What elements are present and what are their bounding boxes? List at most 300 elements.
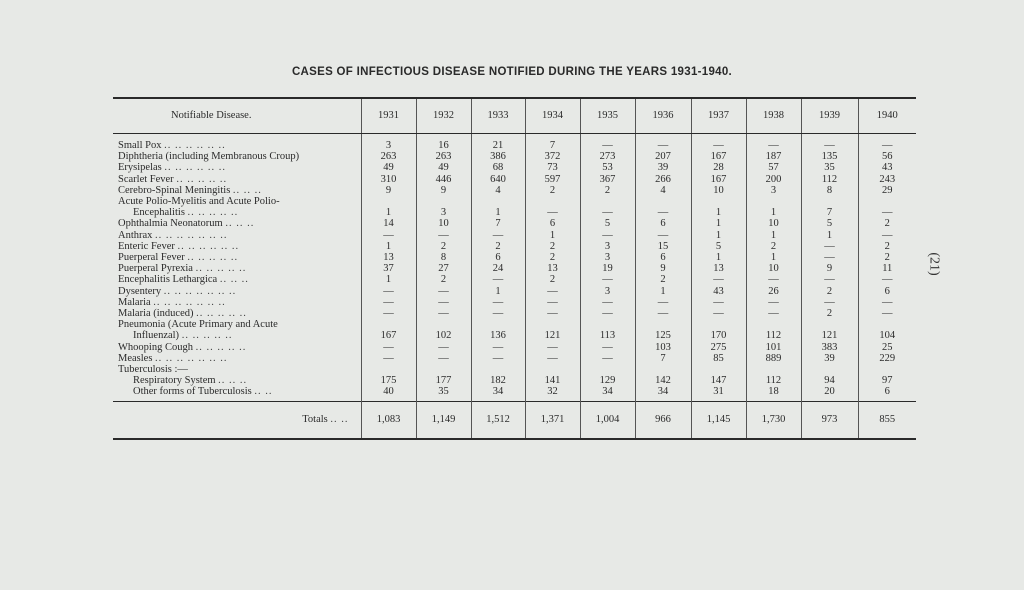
case-count-cell: — <box>691 308 746 319</box>
year-header: 1940 <box>858 98 916 134</box>
disease-label: Encephalitis Lethargica <box>118 274 218 286</box>
disease-label: Ophthalmia Neonatorum <box>118 218 223 230</box>
disease-name <box>113 151 361 162</box>
case-count-cell: 2 <box>416 274 471 285</box>
totals-cell: 973 <box>801 401 858 439</box>
case-count-cell: 10 <box>416 218 471 229</box>
case-count-cell: — <box>858 230 916 241</box>
case-count-cell: — <box>858 140 916 151</box>
case-count-cell: 94 <box>801 375 858 386</box>
case-count-cell: 266 <box>635 174 691 185</box>
year-header: 1939 <box>801 98 858 134</box>
case-count-cell: 49 <box>416 162 471 173</box>
case-count-cell: 6 <box>858 386 916 401</box>
case-count-cell <box>635 319 691 330</box>
table-row <box>113 364 916 375</box>
case-count-cell: — <box>361 342 416 353</box>
case-count-cell: 14 <box>361 218 416 229</box>
case-count-cell: 13 <box>361 252 416 263</box>
leader-dots: .. .. .. .. .. .. <box>164 162 226 174</box>
leader-dots: .. .. .. .. .. <box>195 341 247 353</box>
leader-dots: .. .. .. .. .. <box>176 173 228 185</box>
disease-label: Encephalitis <box>133 207 185 219</box>
case-count-cell: 21 <box>471 140 525 151</box>
case-count-cell: — <box>361 230 416 241</box>
year-header: 1932 <box>416 98 471 134</box>
case-count-cell <box>416 364 471 375</box>
case-count-cell: 39 <box>801 353 858 364</box>
case-count-cell <box>471 364 525 375</box>
case-count-cell <box>361 319 416 330</box>
case-count-cell: 1 <box>746 252 801 263</box>
case-count-cell: 229 <box>858 353 916 364</box>
case-count-cell: 31 <box>691 386 746 401</box>
table-body <box>113 134 916 402</box>
case-count-cell <box>416 319 471 330</box>
case-count-cell: 2 <box>858 241 916 252</box>
case-count-cell: 13 <box>525 263 580 274</box>
case-count-cell: 263 <box>361 151 416 162</box>
case-count-cell: — <box>471 274 525 285</box>
case-count-cell: 85 <box>691 353 746 364</box>
case-count-cell <box>471 196 525 207</box>
case-count-cell: 263 <box>416 151 471 162</box>
case-count-cell: — <box>691 297 746 308</box>
disease-name <box>113 174 361 185</box>
case-count-cell: 97 <box>858 375 916 386</box>
case-count-cell <box>580 364 635 375</box>
case-count-cell: 200 <box>746 174 801 185</box>
disease-label: Anthrax <box>118 229 153 241</box>
case-count-cell: — <box>471 308 525 319</box>
case-count-cell: 13 <box>691 263 746 274</box>
disease-name <box>113 330 361 341</box>
table-row <box>113 319 916 330</box>
case-count-cell: — <box>580 274 635 285</box>
leader-dots: .. .. .. <box>219 274 249 286</box>
table-row <box>113 162 916 173</box>
disease-label: Cerebro-Spinal Meningitis <box>118 184 231 196</box>
case-count-cell: 103 <box>635 342 691 353</box>
case-count-cell: — <box>525 308 580 319</box>
totals-cell: 1,083 <box>361 401 416 439</box>
case-count-cell: 26 <box>746 286 801 297</box>
case-count-cell: 6 <box>635 252 691 263</box>
case-count-cell <box>635 196 691 207</box>
case-count-cell: 141 <box>525 375 580 386</box>
case-count-cell: — <box>746 308 801 319</box>
case-count-cell: 3 <box>361 140 416 151</box>
case-count-cell: 19 <box>580 263 635 274</box>
disease-name <box>113 241 361 252</box>
case-count-cell: 147 <box>691 375 746 386</box>
case-count-cell: — <box>635 140 691 151</box>
case-count-cell: 5 <box>691 241 746 252</box>
table-header-row <box>113 98 916 134</box>
leader-dots: .. .. <box>330 414 349 426</box>
case-count-cell: — <box>416 353 471 364</box>
case-count-cell: — <box>361 297 416 308</box>
case-count-cell: 170 <box>691 330 746 341</box>
table-row <box>113 174 916 185</box>
case-count-cell: 6 <box>471 252 525 263</box>
case-count-cell: 35 <box>801 162 858 173</box>
case-count-cell: 1 <box>361 274 416 285</box>
case-count-cell: 104 <box>858 330 916 341</box>
totals-cell: 1,145 <box>691 401 746 439</box>
case-count-cell: 20 <box>801 386 858 401</box>
table-row <box>113 353 916 364</box>
case-count-cell: 372 <box>525 151 580 162</box>
disease-name <box>113 230 361 241</box>
case-count-cell: 3 <box>580 252 635 263</box>
disease-name <box>113 218 361 229</box>
case-count-cell: 73 <box>525 162 580 173</box>
table-row <box>113 274 916 285</box>
disease-label: Tuberculosis :— <box>118 364 188 376</box>
case-count-cell: 5 <box>580 218 635 229</box>
case-count-cell: 10 <box>746 218 801 229</box>
case-count-cell: 32 <box>525 386 580 401</box>
case-count-cell: 175 <box>361 375 416 386</box>
case-count-cell: 8 <box>416 252 471 263</box>
case-count-cell: — <box>416 308 471 319</box>
case-count-cell: 1 <box>691 230 746 241</box>
case-count-cell: 121 <box>525 330 580 341</box>
disease-label: Puerperal Pyrexia <box>118 263 193 275</box>
disease-label: Influenzal) <box>133 330 180 342</box>
case-count-cell: 243 <box>858 174 916 185</box>
disease-name <box>113 297 361 308</box>
case-count-cell: 39 <box>635 162 691 173</box>
case-count-cell: 25 <box>858 342 916 353</box>
leader-dots: .. .. .. .. .. <box>181 330 233 342</box>
table-row <box>113 263 916 274</box>
disease-name <box>113 386 361 401</box>
leader-dots: .. .. .. .. .. .. .. <box>153 296 226 308</box>
totals-cell: 855 <box>858 401 916 439</box>
disease-name <box>113 207 361 218</box>
case-count-cell: 53 <box>580 162 635 173</box>
case-count-cell <box>361 196 416 207</box>
case-count-cell: 4 <box>635 185 691 196</box>
case-count-cell: 24 <box>471 263 525 274</box>
totals-cell: 1,512 <box>471 401 525 439</box>
table-row <box>113 140 916 151</box>
case-count-cell: 121 <box>801 330 858 341</box>
case-count-cell: 142 <box>635 375 691 386</box>
leader-dots: .. .. .. .. .. <box>196 308 247 320</box>
case-count-cell: 275 <box>691 342 746 353</box>
case-count-cell: 1 <box>471 207 525 218</box>
case-count-cell: 43 <box>858 162 916 173</box>
case-count-cell: — <box>635 297 691 308</box>
case-count-cell: 167 <box>691 174 746 185</box>
disease-name <box>113 308 361 319</box>
case-count-cell: 5 <box>801 218 858 229</box>
case-count-cell <box>858 319 916 330</box>
case-count-cell: 889 <box>746 353 801 364</box>
case-count-cell: 640 <box>471 174 525 185</box>
disease-label: Puerperal Fever <box>118 252 185 264</box>
case-count-cell: 1 <box>525 230 580 241</box>
case-count-cell: 129 <box>580 375 635 386</box>
disease-label: Other forms of Tuberculosis <box>133 386 252 398</box>
case-count-cell: — <box>361 308 416 319</box>
disease-label: Enteric Fever <box>118 240 175 252</box>
disease-label: Scarlet Fever <box>118 173 174 185</box>
case-count-cell <box>525 364 580 375</box>
case-count-cell: 28 <box>691 162 746 173</box>
case-count-cell <box>691 364 746 375</box>
case-count-cell: 10 <box>746 263 801 274</box>
case-count-cell: 34 <box>635 386 691 401</box>
case-count-cell: 2 <box>416 241 471 252</box>
case-count-cell: — <box>525 207 580 218</box>
year-header: 1938 <box>746 98 801 134</box>
case-count-cell: 6 <box>858 286 916 297</box>
case-count-cell: 167 <box>361 330 416 341</box>
case-count-cell: 16 <box>416 140 471 151</box>
leader-dots: .. .. .. .. .. .. <box>177 240 240 252</box>
disease-label: Malaria <box>118 296 151 308</box>
case-count-cell: 9 <box>416 185 471 196</box>
case-count-cell: 2 <box>580 185 635 196</box>
case-count-cell: 112 <box>746 375 801 386</box>
case-count-cell: 9 <box>801 263 858 274</box>
case-count-cell <box>361 364 416 375</box>
case-count-cell: 18 <box>746 386 801 401</box>
case-count-cell: — <box>580 353 635 364</box>
totals-cell: 1,004 <box>580 401 635 439</box>
case-count-cell: 6 <box>635 218 691 229</box>
table-row <box>113 218 916 229</box>
case-count-cell: — <box>858 274 916 285</box>
case-count-cell: — <box>858 308 916 319</box>
case-count-cell <box>580 196 635 207</box>
case-count-cell: 6 <box>525 218 580 229</box>
case-count-cell: 7 <box>801 207 858 218</box>
case-count-cell: 1 <box>361 207 416 218</box>
table-title: CASES OF INFECTIOUS DISEASE NOTIFIED DURING THE YEARS 1931-1940. <box>291 66 733 78</box>
case-count-cell: — <box>471 353 525 364</box>
disease-name <box>113 185 361 196</box>
case-count-cell: 2 <box>635 274 691 285</box>
year-header: 1931 <box>361 98 416 134</box>
case-count-cell: — <box>361 353 416 364</box>
disease-name <box>113 342 361 353</box>
table-row <box>113 241 916 252</box>
case-count-cell: 135 <box>801 151 858 162</box>
leader-dots: .. .. .. .. .. <box>187 207 239 219</box>
case-count-cell: 7 <box>525 140 580 151</box>
case-count-cell: 56 <box>858 151 916 162</box>
case-count-cell: 1 <box>746 230 801 241</box>
disease-name <box>113 375 361 386</box>
case-count-cell: — <box>580 207 635 218</box>
leader-dots: .. .. .. .. .. .. .. <box>163 285 237 297</box>
case-count-cell: 2 <box>746 241 801 252</box>
case-count-cell: — <box>691 274 746 285</box>
disease-name <box>113 286 361 297</box>
case-count-cell: 167 <box>691 151 746 162</box>
case-count-cell: 2 <box>471 241 525 252</box>
case-count-cell: 1 <box>746 207 801 218</box>
case-count-cell <box>801 319 858 330</box>
case-count-cell: — <box>416 342 471 353</box>
case-count-cell: 15 <box>635 241 691 252</box>
case-count-cell: — <box>416 286 471 297</box>
case-count-cell <box>525 196 580 207</box>
case-count-cell: 9 <box>361 185 416 196</box>
case-count-cell: 177 <box>416 375 471 386</box>
leader-dots: .. .. .. .. .. <box>195 263 247 275</box>
table-row <box>113 330 916 341</box>
disease-label: Malaria (induced) <box>118 308 194 320</box>
case-count-cell: 101 <box>746 342 801 353</box>
table-row <box>113 286 916 297</box>
case-count-cell: — <box>525 353 580 364</box>
leader-dots: .. .. .. .. .. .. .. <box>155 352 228 364</box>
table-row <box>113 297 916 308</box>
case-count-cell: 34 <box>471 386 525 401</box>
case-count-cell: — <box>580 297 635 308</box>
table-row <box>113 386 916 401</box>
case-count-cell: 8 <box>801 185 858 196</box>
table-row <box>113 342 916 353</box>
case-count-cell: 2 <box>858 218 916 229</box>
disease-label: Respiratory System <box>133 375 216 387</box>
case-count-cell: 37 <box>361 263 416 274</box>
case-count-cell: 2 <box>525 252 580 263</box>
case-count-cell: 3 <box>416 207 471 218</box>
case-count-cell: — <box>416 297 471 308</box>
case-count-cell: — <box>858 207 916 218</box>
totals-row <box>113 401 916 439</box>
totals-label-text: Totals <box>302 414 328 426</box>
disease-label: Dysentery <box>118 285 162 297</box>
case-count-cell: 29 <box>858 185 916 196</box>
case-count-cell: 136 <box>471 330 525 341</box>
case-count-cell: 367 <box>580 174 635 185</box>
case-count-cell: 3 <box>746 185 801 196</box>
case-count-cell: — <box>471 297 525 308</box>
case-count-cell: 27 <box>416 263 471 274</box>
case-count-cell: 112 <box>746 330 801 341</box>
case-count-cell: 2 <box>525 274 580 285</box>
case-count-cell: 1 <box>361 241 416 252</box>
case-count-cell: — <box>580 230 635 241</box>
case-count-cell <box>691 319 746 330</box>
case-count-cell: — <box>635 230 691 241</box>
case-count-cell: 383 <box>801 342 858 353</box>
case-count-cell: 125 <box>635 330 691 341</box>
year-header: 1935 <box>580 98 635 134</box>
disease-label: Whooping Cough <box>118 341 193 353</box>
case-count-cell: 9 <box>635 263 691 274</box>
leader-dots: .. .. .. <box>218 375 248 387</box>
case-count-cell: 11 <box>858 263 916 274</box>
case-count-cell: 2 <box>525 241 580 252</box>
disease-label: Measles <box>118 352 153 364</box>
case-count-cell: — <box>691 140 746 151</box>
case-count-cell: — <box>525 297 580 308</box>
totals-label <box>113 401 361 439</box>
table-row <box>113 207 916 218</box>
case-count-cell: 1 <box>471 286 525 297</box>
case-count-cell: 35 <box>416 386 471 401</box>
disease-name <box>113 140 361 151</box>
case-count-cell: 2 <box>801 286 858 297</box>
case-count-cell <box>635 364 691 375</box>
case-count-cell: 57 <box>746 162 801 173</box>
case-count-cell: 10 <box>691 185 746 196</box>
case-count-cell <box>746 319 801 330</box>
disease-label: Erysipelas <box>118 162 162 174</box>
case-count-cell: 68 <box>471 162 525 173</box>
year-header: 1933 <box>471 98 525 134</box>
totals-cell: 1,149 <box>416 401 471 439</box>
case-count-cell: — <box>801 297 858 308</box>
case-count-cell: — <box>416 230 471 241</box>
table-row <box>113 196 916 207</box>
case-count-cell: 2 <box>525 185 580 196</box>
case-count-cell: 187 <box>746 151 801 162</box>
case-count-cell: — <box>471 230 525 241</box>
totals-cell: 966 <box>635 401 691 439</box>
case-count-cell <box>525 319 580 330</box>
disease-label: Diphtheria (including Membranous Croup) <box>118 151 300 163</box>
case-count-cell: 1 <box>691 218 746 229</box>
case-count-cell <box>858 364 916 375</box>
table-row <box>113 151 916 162</box>
disease-column-header: Notifiable Disease. <box>113 98 361 134</box>
leader-dots: .. .. .. .. .. <box>187 252 239 264</box>
totals-cell: 1,371 <box>525 401 580 439</box>
disease-name <box>113 364 361 375</box>
case-count-cell: 386 <box>471 151 525 162</box>
case-count-cell: 207 <box>635 151 691 162</box>
case-count-cell: 113 <box>580 330 635 341</box>
disease-name <box>113 353 361 364</box>
disease-name <box>113 196 361 207</box>
table-row <box>113 308 916 319</box>
case-count-cell: — <box>580 140 635 151</box>
case-count-cell: — <box>635 207 691 218</box>
disease-label: Small Pox <box>118 140 162 151</box>
leader-dots: .. .. <box>254 386 273 398</box>
case-count-cell: — <box>801 241 858 252</box>
case-count-cell: — <box>361 286 416 297</box>
table-row <box>113 185 916 196</box>
case-count-cell: — <box>580 342 635 353</box>
case-count-cell <box>746 364 801 375</box>
case-count-cell: — <box>746 140 801 151</box>
totals-cell: 1,730 <box>746 401 801 439</box>
table-row <box>113 252 916 263</box>
year-header: 1937 <box>691 98 746 134</box>
case-count-cell: 1 <box>691 252 746 263</box>
case-count-cell: 102 <box>416 330 471 341</box>
case-count-cell: 43 <box>691 286 746 297</box>
case-count-cell: — <box>858 297 916 308</box>
disease-label: Pneumonia (Acute Primary and Acute <box>118 319 278 331</box>
case-count-cell: — <box>746 274 801 285</box>
case-count-cell: 1 <box>635 286 691 297</box>
case-count-cell: 597 <box>525 174 580 185</box>
case-count-cell: 1 <box>691 207 746 218</box>
case-count-cell: 310 <box>361 174 416 185</box>
